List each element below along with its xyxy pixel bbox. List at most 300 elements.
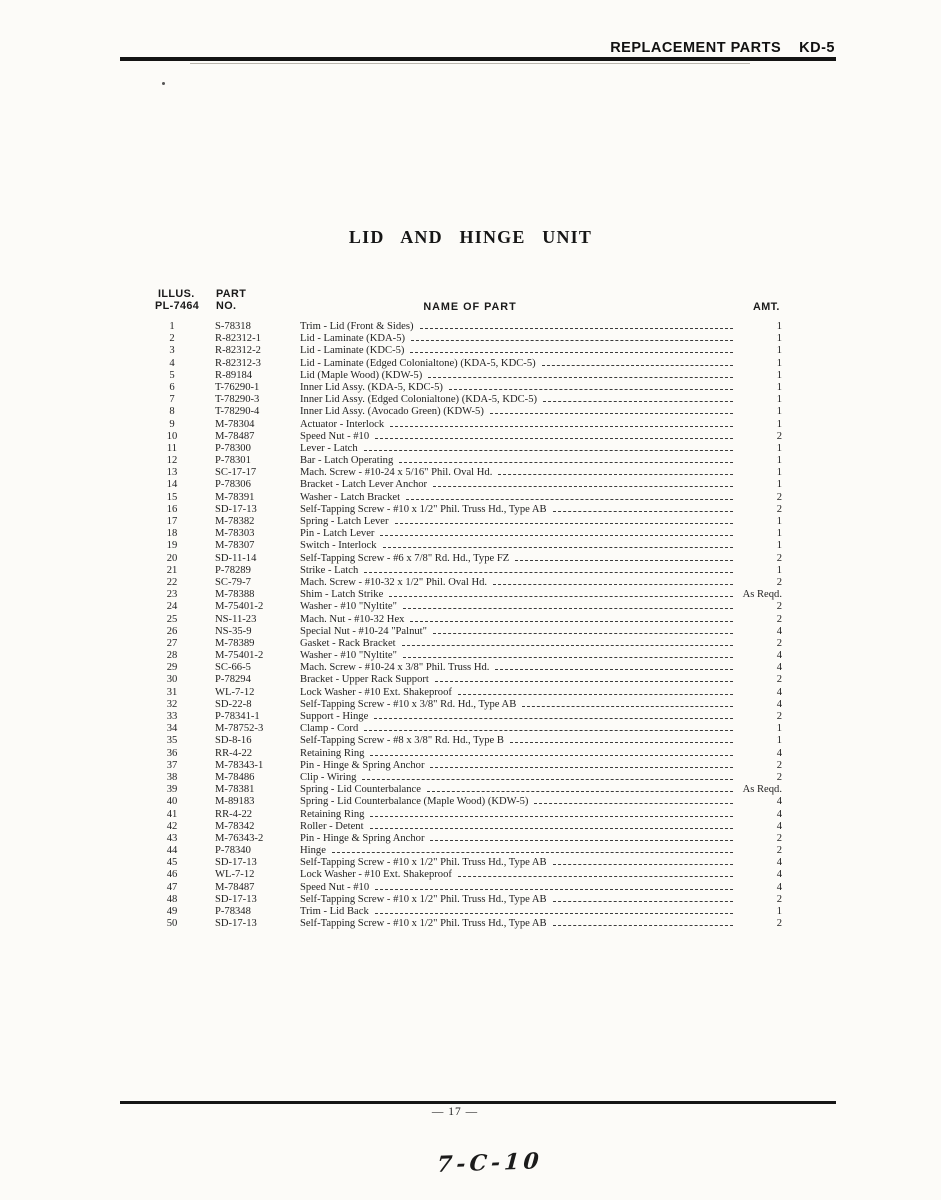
illus-number: 38 (166, 771, 178, 783)
part-number: M-78304 (215, 418, 255, 430)
dotted-leader (427, 791, 733, 792)
illus-number: 43 (166, 832, 178, 844)
part-name-cell (300, 370, 738, 382)
illus-number: 32 (166, 698, 178, 710)
part-number: SC-17-17 (215, 467, 257, 479)
part-name: Self-Tapping Screw - #8 x 3/8" Rd. Hd., Type B (300, 735, 504, 747)
dotted-leader (403, 608, 733, 609)
part-name-cell (300, 321, 738, 333)
part-number: M-78382 (215, 516, 255, 527)
illus-number: 14 (166, 479, 178, 491)
dotted-leader (420, 328, 734, 329)
part-name: Speed Nut - #10 (300, 881, 370, 893)
table-row (154, 589, 782, 601)
table-row (154, 345, 782, 357)
table-row (154, 918, 782, 930)
table-row (154, 479, 782, 491)
dotted-leader (375, 889, 733, 890)
illus-number: 13 (166, 467, 178, 479)
part-name: Switch - Interlock (300, 540, 377, 552)
part-name: Spring - Lid Counterbalance (Maple Wood) (KDW-5) (300, 796, 529, 808)
dotted-leader (495, 669, 733, 670)
amount: 4 (776, 857, 782, 869)
part-name-cell (300, 455, 738, 467)
part-name: Retaining Ring (300, 747, 365, 759)
table-row (154, 358, 782, 370)
col-header-plate: PL-7464 (155, 300, 200, 312)
page-number: — 17 — (431, 1106, 479, 1118)
part-name: Self-Tapping Screw - #10 x 1/2" Phil. Truss Hd., Type AB (300, 503, 547, 515)
dotted-leader (390, 426, 733, 427)
part-name-cell (300, 748, 738, 760)
illus-number: 5 (169, 369, 175, 381)
amount: 4 (776, 625, 782, 637)
part-name: Pin - Latch Lever (300, 528, 375, 540)
table-row (154, 857, 782, 869)
part-number: R-89184 (215, 369, 253, 381)
page-header-model: KD-5 (799, 40, 835, 56)
dotted-leader (458, 694, 733, 695)
illus-number: 15 (166, 491, 178, 503)
illus-number: 2 (169, 333, 175, 345)
dotted-leader (380, 535, 733, 536)
table-header (0, 288, 941, 320)
part-name: Mach. Screw - #10-24 x 3/8" Phil. Truss Hd. (300, 662, 490, 674)
part-name: Lid - Laminate (KDC-5) (300, 345, 405, 357)
dotted-leader (449, 389, 733, 390)
dotted-leader (370, 828, 733, 829)
illus-number: 22 (166, 576, 178, 588)
part-number: M-78487 (215, 881, 255, 893)
amount: 1 (776, 369, 782, 381)
table-row (154, 443, 782, 455)
table-row (154, 650, 782, 662)
part-name: Trim - Lid (Front & Sides) (300, 321, 414, 332)
table-row (154, 614, 782, 626)
part-name-cell (300, 565, 738, 577)
table-row (154, 467, 782, 479)
amount: 4 (776, 881, 782, 893)
illus-number: 24 (166, 601, 178, 613)
dotted-leader (428, 377, 733, 378)
table-row (154, 906, 782, 918)
dotted-leader (498, 474, 733, 475)
amount: 4 (776, 686, 782, 698)
part-number: SC-66-5 (215, 662, 251, 674)
amount: 1 (776, 406, 782, 418)
table-row (154, 406, 782, 418)
illus-number: 41 (166, 808, 178, 820)
part-number: T-76290-1 (215, 381, 260, 393)
amount: 4 (776, 662, 782, 674)
illus-number: 8 (169, 406, 175, 418)
dotted-leader (411, 340, 733, 341)
amount: 2 (776, 601, 782, 613)
part-name-cell (300, 638, 738, 650)
part-number: P-78289 (215, 564, 251, 576)
table-row (154, 699, 782, 711)
illus-number: 26 (166, 625, 178, 637)
amount: 1 (776, 735, 782, 747)
amount: 4 (776, 747, 782, 759)
part-number: M-75401-2 (215, 601, 264, 613)
part-name: Shim - Latch Strike (300, 589, 384, 601)
part-name: Mach. Screw - #10-24 x 5/16" Phil. Oval Hd. (300, 467, 493, 479)
part-number: M-76343-2 (215, 832, 264, 844)
illus-number: 1 (169, 321, 175, 332)
illus-number: 30 (166, 674, 178, 686)
part-name: Speed Nut - #10 (300, 430, 370, 442)
part-name-cell (300, 662, 738, 674)
part-name: Washer - #10 "Nyltite" (300, 650, 397, 662)
dotted-leader (534, 803, 733, 804)
part-name-cell (300, 358, 738, 370)
part-name-cell (300, 894, 738, 906)
dotted-leader (553, 925, 733, 926)
illus-number: 16 (166, 503, 178, 515)
dotted-leader (410, 352, 733, 353)
part-name: Self-Tapping Screw - #10 x 1/2" Phil. Truss Hd., Type AB (300, 918, 547, 930)
part-name: Trim - Lid Back (300, 906, 369, 917)
amount: 4 (776, 820, 782, 832)
part-name-cell (300, 333, 738, 345)
dotted-leader (406, 499, 733, 500)
illus-number: 48 (166, 893, 178, 905)
illus-number: 40 (166, 796, 178, 808)
part-name: Gasket - Rack Bracket (300, 637, 396, 649)
illus-number: 11 (166, 442, 178, 454)
illus-number: 7 (169, 394, 175, 406)
part-name-cell (300, 869, 738, 881)
part-number: SD-8-16 (215, 735, 252, 747)
part-name: Actuator - Interlock (300, 418, 385, 430)
part-name-cell (300, 492, 738, 504)
part-number: NS-11-23 (215, 613, 257, 625)
dotted-leader (399, 462, 733, 463)
part-name-cell (300, 479, 738, 491)
part-name-cell (300, 711, 738, 723)
dotted-leader (553, 511, 733, 512)
part-name-cell (300, 589, 738, 601)
part-name: Mach. Screw - #10-32 x 1/2" Phil. Oval Hd. (300, 576, 488, 588)
dotted-leader (364, 450, 733, 451)
illus-number: 45 (166, 857, 178, 869)
part-name-cell (300, 540, 738, 552)
dotted-leader (458, 876, 733, 877)
table-row (154, 723, 782, 735)
illus-number: 25 (166, 613, 178, 625)
part-number: RR-4-22 (215, 808, 253, 820)
part-name-cell (300, 601, 738, 613)
dotted-leader (402, 645, 733, 646)
dotted-leader (375, 438, 733, 439)
dotted-leader (433, 633, 733, 634)
part-name: Lid - Laminate (KDA-5) (300, 333, 406, 345)
part-number: P-78306 (215, 479, 251, 491)
part-name-cell (300, 431, 738, 443)
part-name: Spring - Latch Lever (300, 516, 389, 527)
part-number: M-78303 (215, 528, 255, 540)
part-name: Lock Washer - #10 Ext. Shakeproof (300, 686, 452, 698)
part-number: R-82312-2 (215, 345, 261, 357)
table-row (154, 674, 782, 686)
part-name: Washer - Latch Bracket (300, 491, 401, 503)
table-row (154, 321, 782, 333)
part-name-cell (300, 760, 738, 772)
part-name-cell (300, 626, 738, 638)
amount: 4 (776, 796, 782, 808)
header-rule-shadow (190, 63, 750, 64)
table-row (154, 735, 782, 747)
illus-number: 34 (166, 723, 178, 735)
amount: 2 (776, 771, 782, 783)
table-row (154, 809, 782, 821)
dotted-leader (364, 730, 733, 731)
part-name-cell (300, 614, 738, 626)
col-header-amt: AMT. (753, 301, 780, 313)
part-name: Support - Hinge (300, 711, 369, 722)
illus-number: 4 (169, 357, 175, 369)
table-row (154, 784, 782, 796)
dotted-leader (395, 523, 733, 524)
header-rule (120, 57, 836, 61)
part-name-cell (300, 772, 738, 784)
dotted-leader (490, 413, 733, 414)
illus-number: 6 (169, 381, 175, 393)
page-header-section: REPLACEMENT PARTS (610, 40, 782, 56)
part-name-cell (300, 821, 738, 833)
illus-number: 39 (166, 784, 178, 796)
illus-number: 17 (166, 516, 178, 527)
amount: 4 (776, 808, 782, 820)
table-row (154, 504, 782, 516)
part-number: WL-7-12 (215, 869, 255, 881)
part-name: Pin - Hinge & Spring Anchor (300, 832, 425, 844)
table-row (154, 528, 782, 540)
part-name-cell (300, 857, 738, 869)
part-name-cell (300, 528, 738, 540)
col-header-illus: ILLUS. (158, 288, 195, 300)
table-row (154, 553, 782, 565)
part-name-cell (300, 674, 738, 686)
part-number: M-78487 (215, 430, 255, 442)
amount: 4 (776, 698, 782, 710)
table-row (154, 869, 782, 881)
part-name-cell (300, 699, 738, 711)
illus-number: 29 (166, 662, 178, 674)
table-row (154, 638, 782, 650)
part-number: SD-17-13 (215, 918, 257, 930)
dotted-leader (383, 547, 734, 548)
part-number: P-78300 (215, 442, 251, 454)
part-name: Self-Tapping Screw - #10 x 1/2" Phil. Truss Hd., Type AB (300, 857, 547, 869)
part-name: Roller - Detent (300, 820, 364, 832)
dotted-leader (374, 718, 733, 719)
part-name: Inner Lid Assy. (KDA-5, KDC-5) (300, 381, 443, 393)
part-name-cell (300, 833, 738, 845)
amount: 1 (776, 528, 782, 540)
part-number: SD-17-13 (215, 857, 257, 869)
table-row (154, 382, 782, 394)
table-row (154, 540, 782, 552)
amount: 1 (776, 906, 782, 917)
part-name-cell (300, 553, 738, 565)
part-number: SC-79-7 (215, 576, 251, 588)
illus-number: 42 (166, 820, 178, 832)
dotted-leader (553, 864, 733, 865)
part-name-cell (300, 577, 738, 589)
dotted-leader (430, 840, 733, 841)
part-name: Clamp - Cord (300, 723, 359, 735)
amount: 1 (776, 467, 782, 479)
part-number: P-78340 (215, 845, 251, 857)
illus-number: 28 (166, 650, 178, 662)
illus-number: 27 (166, 637, 178, 649)
amount: 1 (776, 540, 782, 552)
illus-number: 21 (166, 564, 178, 576)
footer-rule (120, 1101, 836, 1104)
illus-number: 50 (166, 918, 178, 930)
dotted-leader (435, 681, 733, 682)
part-name-cell (300, 906, 738, 918)
part-number: P-78341-1 (215, 711, 260, 722)
dotted-leader (370, 816, 733, 817)
part-number: P-78294 (215, 674, 251, 686)
amount: 1 (776, 357, 782, 369)
part-name-cell (300, 516, 738, 528)
amount: 4 (776, 869, 782, 881)
dotted-leader (375, 913, 733, 914)
table-row (154, 845, 782, 857)
part-name-cell (300, 809, 738, 821)
part-name: Lid (Maple Wood) (KDW-5) (300, 369, 423, 381)
dotted-leader (370, 755, 733, 756)
part-name: Inner Lid Assy. (Avocado Green) (KDW-5) (300, 406, 484, 418)
amount: 2 (776, 893, 782, 905)
page-header (610, 40, 835, 56)
amount: 2 (776, 711, 782, 722)
part-number: M-75401-2 (215, 650, 264, 662)
illus-number: 44 (166, 845, 178, 857)
handwritten-note: 7-C-10 (436, 1148, 544, 1178)
illus-number: 18 (166, 528, 178, 540)
illus-number: 33 (166, 711, 178, 722)
illus-number: 49 (166, 906, 178, 917)
part-name-cell (300, 406, 738, 418)
part-name-cell (300, 467, 738, 479)
part-name: Washer - #10 "Nyltite" (300, 601, 397, 613)
illus-number: 36 (166, 747, 178, 759)
dotted-leader (433, 486, 733, 487)
amount: 1 (776, 418, 782, 430)
illus-number: 12 (166, 455, 178, 467)
dotted-leader (522, 706, 733, 707)
amount: 2 (776, 759, 782, 771)
table-row (154, 772, 782, 784)
part-name-cell (300, 735, 738, 747)
amount: 1 (776, 442, 782, 454)
part-number: SD-22-8 (215, 698, 252, 710)
dotted-leader (362, 779, 733, 780)
dotted-leader (542, 365, 733, 366)
part-name-cell (300, 419, 738, 431)
part-name: Bar - Latch Operating (300, 455, 394, 467)
part-name: Retaining Ring (300, 808, 365, 820)
table-row (154, 821, 782, 833)
amount: 1 (776, 321, 782, 332)
part-number: R-82312-1 (215, 333, 261, 345)
part-name: Self-Tapping Screw - #10 x 1/2" Phil. Truss Hd., Type AB (300, 893, 547, 905)
part-number: M-78389 (215, 637, 255, 649)
illus-number: 31 (166, 686, 178, 698)
part-name-cell (300, 918, 738, 930)
dotted-leader (364, 572, 733, 573)
part-name-cell (300, 394, 738, 406)
part-name: Bracket - Upper Rack Support (300, 674, 429, 686)
col-header-no: NO. (216, 300, 237, 312)
part-name-cell (300, 650, 738, 662)
amount: 2 (776, 576, 782, 588)
dotted-leader (430, 767, 733, 768)
amount: 2 (776, 613, 782, 625)
amount: 1 (776, 723, 782, 735)
parts-table-body (154, 321, 782, 930)
dotted-leader (553, 901, 733, 902)
dotted-leader (543, 401, 733, 402)
table-row (154, 516, 782, 528)
part-name: Pin - Hinge & Spring Anchor (300, 759, 425, 771)
amount: 2 (776, 832, 782, 844)
table-row (154, 796, 782, 808)
amount: 2 (776, 918, 782, 930)
part-name: Hinge (300, 845, 326, 857)
part-name-cell (300, 687, 738, 699)
illus-number: 47 (166, 881, 178, 893)
part-name: Lock Washer - #10 Ext. Shakeproof (300, 869, 452, 881)
part-name-cell (300, 345, 738, 357)
table-row (154, 894, 782, 906)
table-row (154, 565, 782, 577)
part-name: Self-Tapping Screw - #10 x 3/8" Rd. Hd., Type AB (300, 698, 517, 710)
illus-number: 19 (166, 540, 178, 552)
amount: 1 (776, 455, 782, 467)
part-number: M-89183 (215, 796, 255, 808)
table-row (154, 760, 782, 772)
part-number: M-78307 (215, 540, 255, 552)
part-number: M-78343-1 (215, 759, 264, 771)
table-row (154, 601, 782, 613)
part-number: SD-17-13 (215, 893, 257, 905)
table-row (154, 394, 782, 406)
amount: 2 (776, 674, 782, 686)
part-name: Mach. Nut - #10-32 Hex (300, 613, 405, 625)
dotted-leader (510, 742, 733, 743)
part-number: T-78290-3 (215, 394, 260, 406)
table-row (154, 626, 782, 638)
illus-number: 20 (166, 552, 178, 564)
part-name: Lever - Latch (300, 442, 358, 454)
illus-number: 23 (166, 589, 178, 601)
amount: 1 (776, 564, 782, 576)
table-row (154, 748, 782, 760)
part-number: P-78348 (215, 906, 251, 917)
dotted-leader (493, 584, 733, 585)
table-row (154, 455, 782, 467)
illus-number: 9 (169, 418, 175, 430)
table-row (154, 882, 782, 894)
amount: 2 (776, 430, 782, 442)
dotted-leader (332, 852, 733, 853)
